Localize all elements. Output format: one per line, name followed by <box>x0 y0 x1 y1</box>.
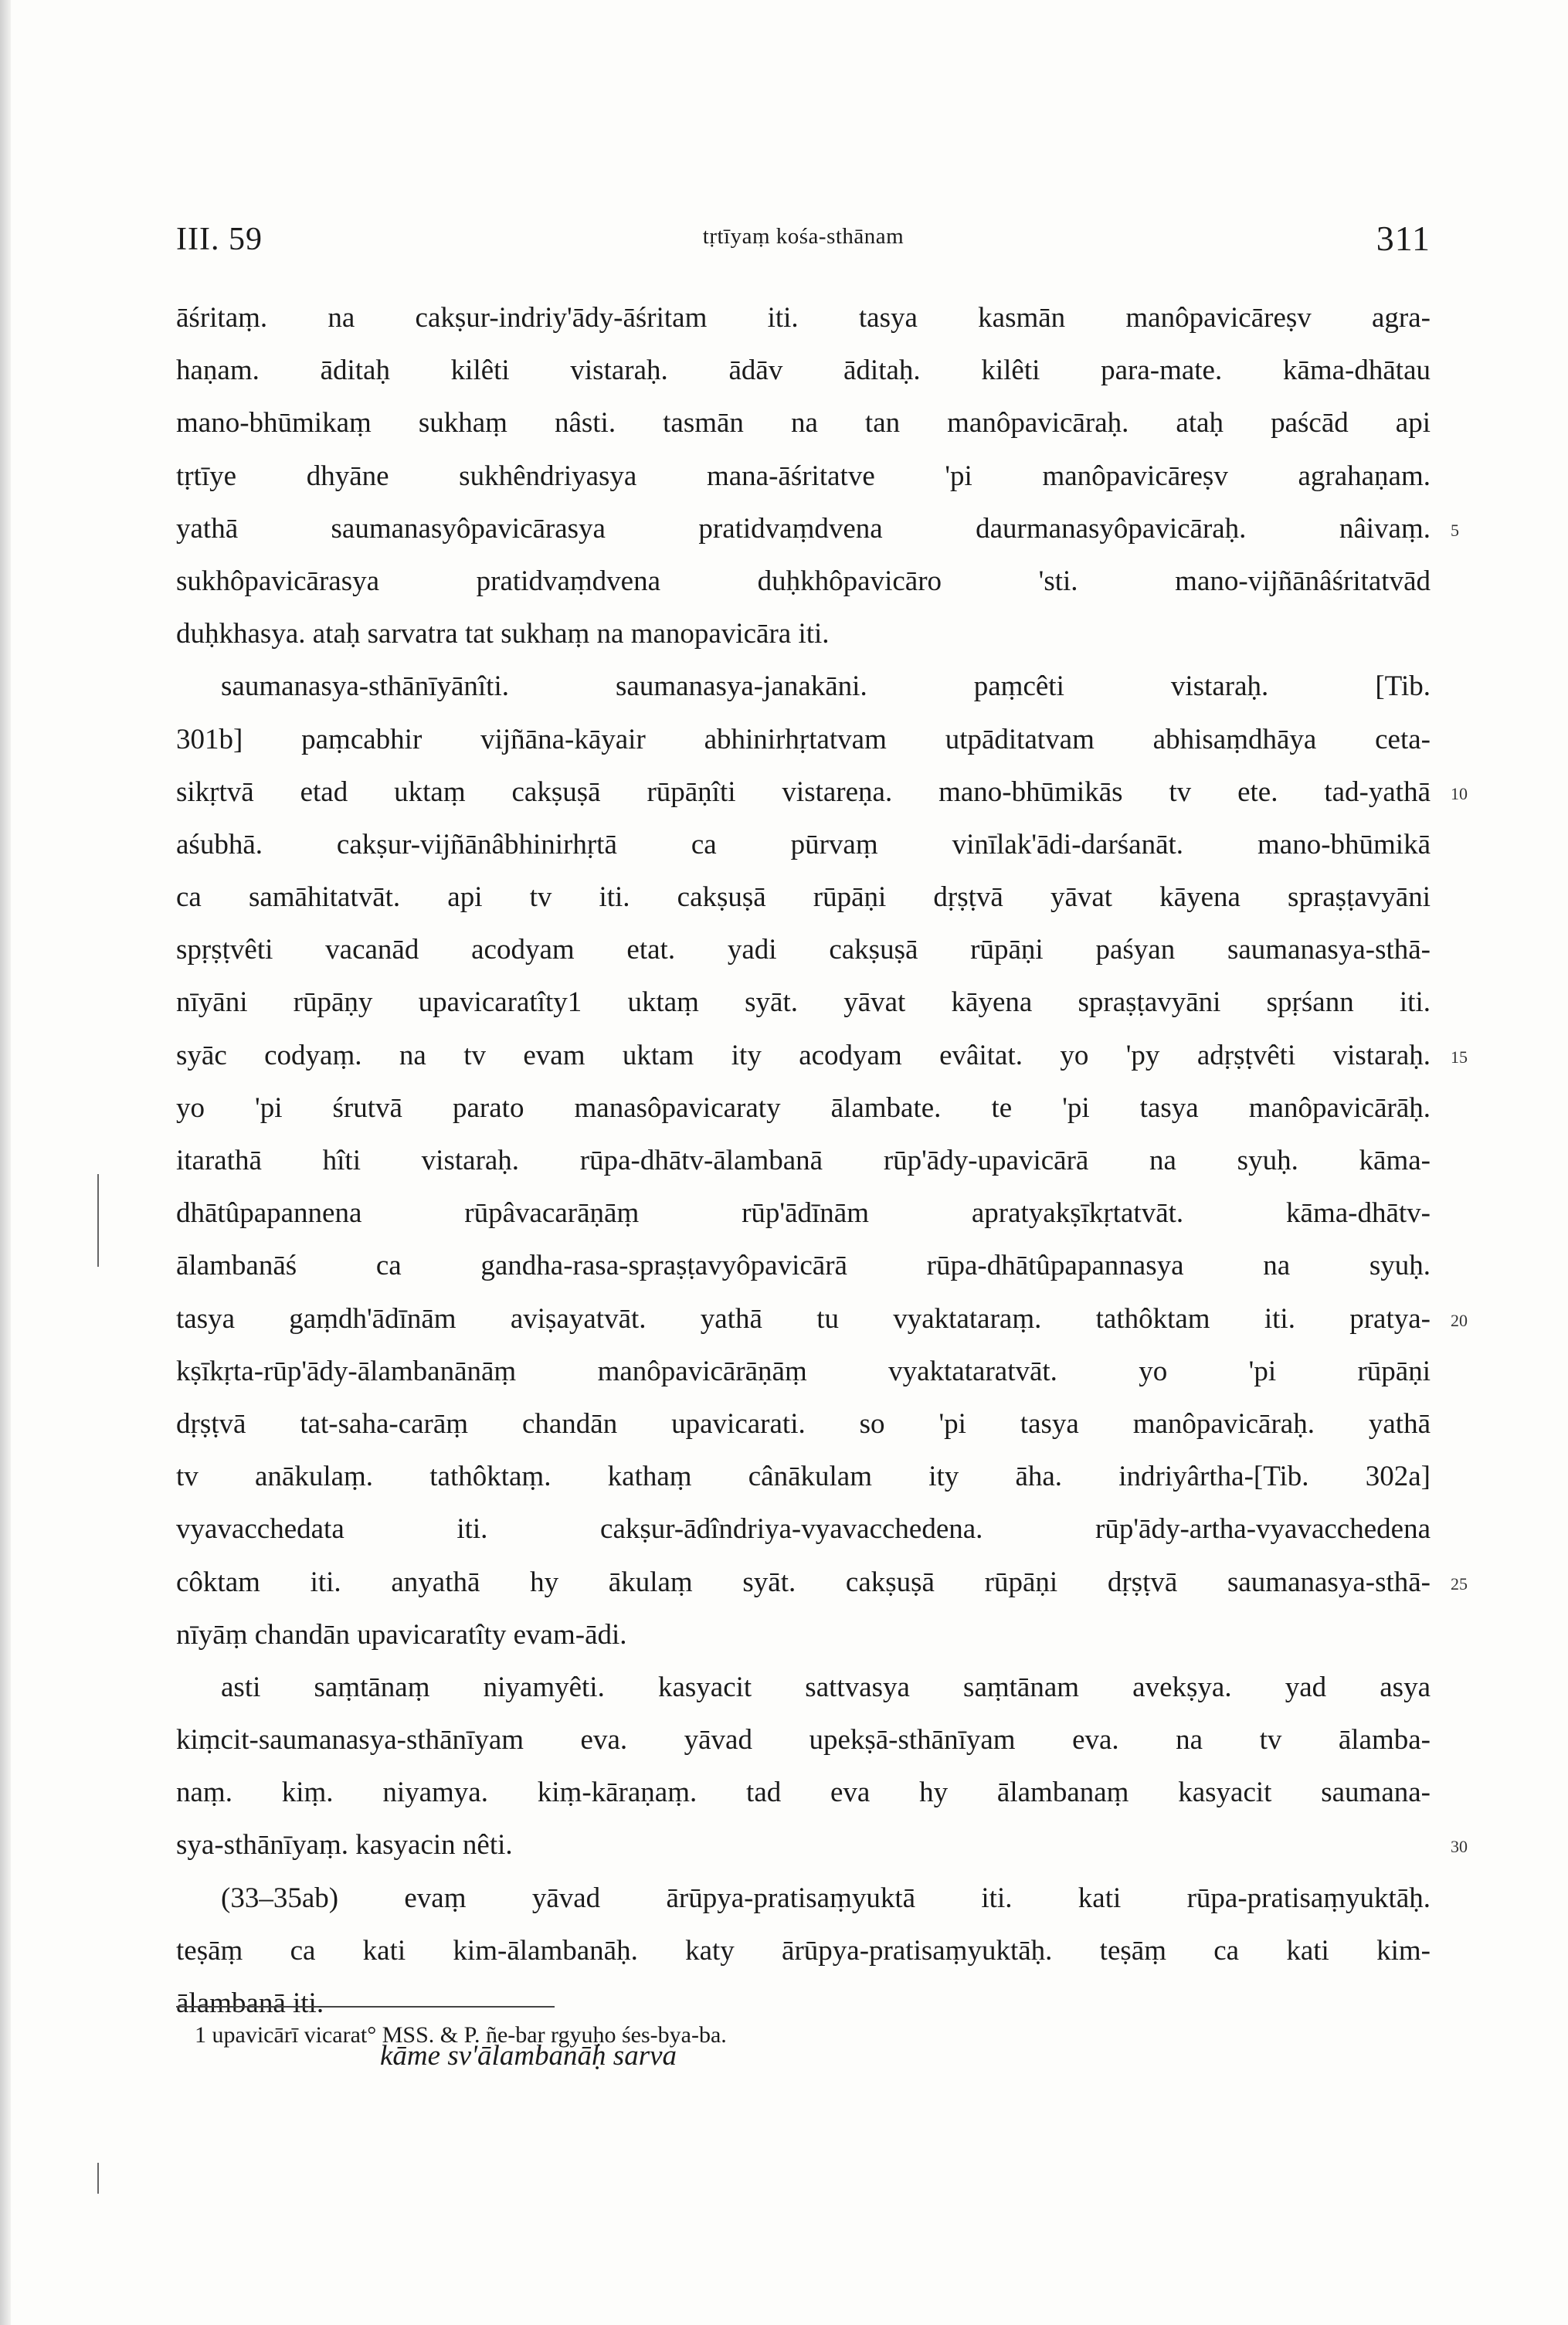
scan-mark <box>97 2163 99 2194</box>
line-number: 25 <box>1451 1573 1468 1594</box>
text-line: ca samāhitatvāt. api tv iti. cakṣuṣā rūpāṇi dṛṣṭvā yāvat kāyena spraṣṭavyāni <box>176 881 1431 914</box>
text-line: sikṛtvā etad uktaṃ cakṣuṣā rūpāṇîti vistareṇa. mano-bhūmikās tv ete. tad-yathā 10 <box>176 766 1431 819</box>
section-reference: III. 59 <box>176 222 263 257</box>
text-line: yo 'pi śrutvā parato manasôpavicaraty ālambate. te 'pi tasya manôpavicārāḥ. <box>176 1091 1431 1124</box>
text-line: vyavacchedata iti. cakṣur-ādîndriya-vyavacchedena. rūp'ādy-artha-vyavacchedena <box>176 1513 1431 1546</box>
text-line: sya-sthānīyaṃ. kasyacin nêti. 30 <box>176 1819 1431 1872</box>
text-line: yathā saumanasyôpavicārasya pratidvaṃdvena daurmanasyôpavicāraḥ. nâivaṃ. 5 <box>176 503 1431 555</box>
scan-mark <box>97 1174 99 1267</box>
text-line: côktam iti. anyathā hy ākulaṃ syāt. cakṣuṣā rūpāṇi dṛṣṭvā saumanasya-sthā- 25 <box>176 1556 1431 1609</box>
page-binding-edge <box>0 0 11 2325</box>
line-number: 10 <box>1451 783 1468 803</box>
text-line: 301b] paṃcabhir vijñāna-kāyair abhinirhṛtatvam utpāditatvam abhisaṃdhāya ceta- <box>176 723 1431 755</box>
text-line: asti saṃtānaṃ niyamyêti. kasyacit sattvasya saṃtānam avekṣya. yad asya <box>221 1671 1431 1703</box>
body-text <box>176 292 1468 2082</box>
text-line: dhātûpapannena rūpâvacarāṇāṃ rūp'ādīnām apratyakṣīkṛtatvāt. kāma-dhātv- <box>176 1197 1431 1230</box>
text-line: ālambanā iti. <box>176 1987 324 2019</box>
text-line: teṣāṃ ca kati kim-ālambanāḥ. katy ārūpya-pratisaṃyuktāḥ. teṣāṃ ca kati kim- <box>176 1934 1431 1967</box>
page-number: 311 <box>1376 219 1431 258</box>
text-line: mano-bhūmikaṃ sukhaṃ nâsti. tasmān na tan manôpavicāraḥ. ataḥ paścād api <box>176 407 1431 440</box>
running-title: tṛtīyaṃ kośa-sthānam <box>702 224 904 249</box>
text-line: duḥkhasya. ataḥ sarvatra tat sukhaṃ na manopavicāra iti. <box>176 618 830 650</box>
text-line: spṛṣṭvêti vacanād acodyam etat. yadi cakṣuṣā rūpāṇi paśyan saumanasya-sthā- <box>176 934 1431 966</box>
text-line: nīyāni rūpāṇy upavicaratîty1 uktaṃ syāt. yāvat kāyena spraṣṭavyāni spṛśann iti. <box>176 986 1431 1019</box>
text-line: kṣīkṛta-rūp'ādy-ālambanānāṃ manôpavicārāṇāṃ vyaktataratvāt. yo 'pi rūpāṇi <box>176 1355 1431 1387</box>
text-line: ālambanāś ca gandha-rasa-spraṣṭavyôpavicārā rūpa-dhātûpapannasya na syuḥ. <box>176 1250 1431 1282</box>
text-line: haṇam. āditaḥ kilêti vistaraḥ. ādāv āditaḥ. kilêti para-mate. kāma-dhātau <box>176 355 1431 387</box>
text-line: saumanasya-sthānīyānîti. saumanasya-janakāni. paṃcêti vistaraḥ. [Tib. <box>221 670 1431 703</box>
text-line: tv anākulaṃ. tathôktaṃ. kathaṃ cânākulam ity āha. indriyârtha-[Tib. 302a] <box>176 1461 1431 1493</box>
text-line: sukhôpavicārasya pratidvaṃdvena duḥkhôpavicāro 'sti. mano-vijñānâśritatvād <box>176 565 1431 597</box>
text-line: (33–35ab) evaṃ yāvad ārūpya-pratisaṃyuktā iti. kati rūpa-pratisaṃyuktāḥ. <box>221 1882 1431 1914</box>
text-line: dṛṣṭvā tat-saha-carāṃ chandān upavicarati. so 'pi tasya manôpavicāraḥ. yathā <box>176 1407 1431 1440</box>
text-line: kiṃcit-saumanasya-sthānīyam eva. yāvad upekṣā-sthānīyam eva. na tv ālamba- <box>176 1724 1431 1756</box>
text-line: naṃ. kiṃ. niyamya. kiṃ-kāraṇaṃ. tad eva hy ālambanaṃ kasyacit saumana- <box>176 1777 1431 1809</box>
line-number: 5 <box>1451 520 1459 540</box>
text-line: itarathā hîti vistaraḥ. rūpa-dhātv-ālambanā rūp'ādy-upavicārā na syuḥ. kāma- <box>176 1145 1431 1176</box>
line-number: 20 <box>1451 1310 1468 1330</box>
running-header <box>176 213 1431 267</box>
text-line: nīyāṃ chandān upavicaratîty evam-ādi. <box>176 1618 627 1651</box>
line-number: 30 <box>1451 1837 1468 1857</box>
text-line: tasya gaṃdh'ādīnām aviṣayatvāt. yathā tu vyaktataraṃ. tathôktam iti. pratya- 20 <box>176 1293 1431 1346</box>
verse-line: kāme sv'ālambanāḥ sarva <box>380 2040 677 2072</box>
text-line: āśritaṃ. na cakṣur-indriy'ādy-āśritam iti. tasya kasmān manôpavicāreṣv agra- <box>176 302 1431 334</box>
footnote-rule <box>176 2006 555 2008</box>
text-line: tṛtīye dhyāne sukhêndriyasya mana-āśritatve 'pi manôpavicāreṣv agrahaṇam. <box>176 460 1431 492</box>
text-line: aśubhā. cakṣur-vijñānâbhinirhṛtā ca pūrvaṃ vinīlak'ādi-darśanāt. mano-bhūmikā <box>176 828 1431 860</box>
text-line: syāc codyaṃ. na tv evam uktam ity acodyam evâitat. yo 'py adṛṣṭvêti vistaraḥ. 15 <box>176 1030 1431 1082</box>
line-number: 15 <box>1451 1047 1468 1067</box>
footnote: 1 upavicārī vicarat° MSS. & P. ñe-bar rgyuḥo śes-bya-ba. <box>195 2022 727 2048</box>
